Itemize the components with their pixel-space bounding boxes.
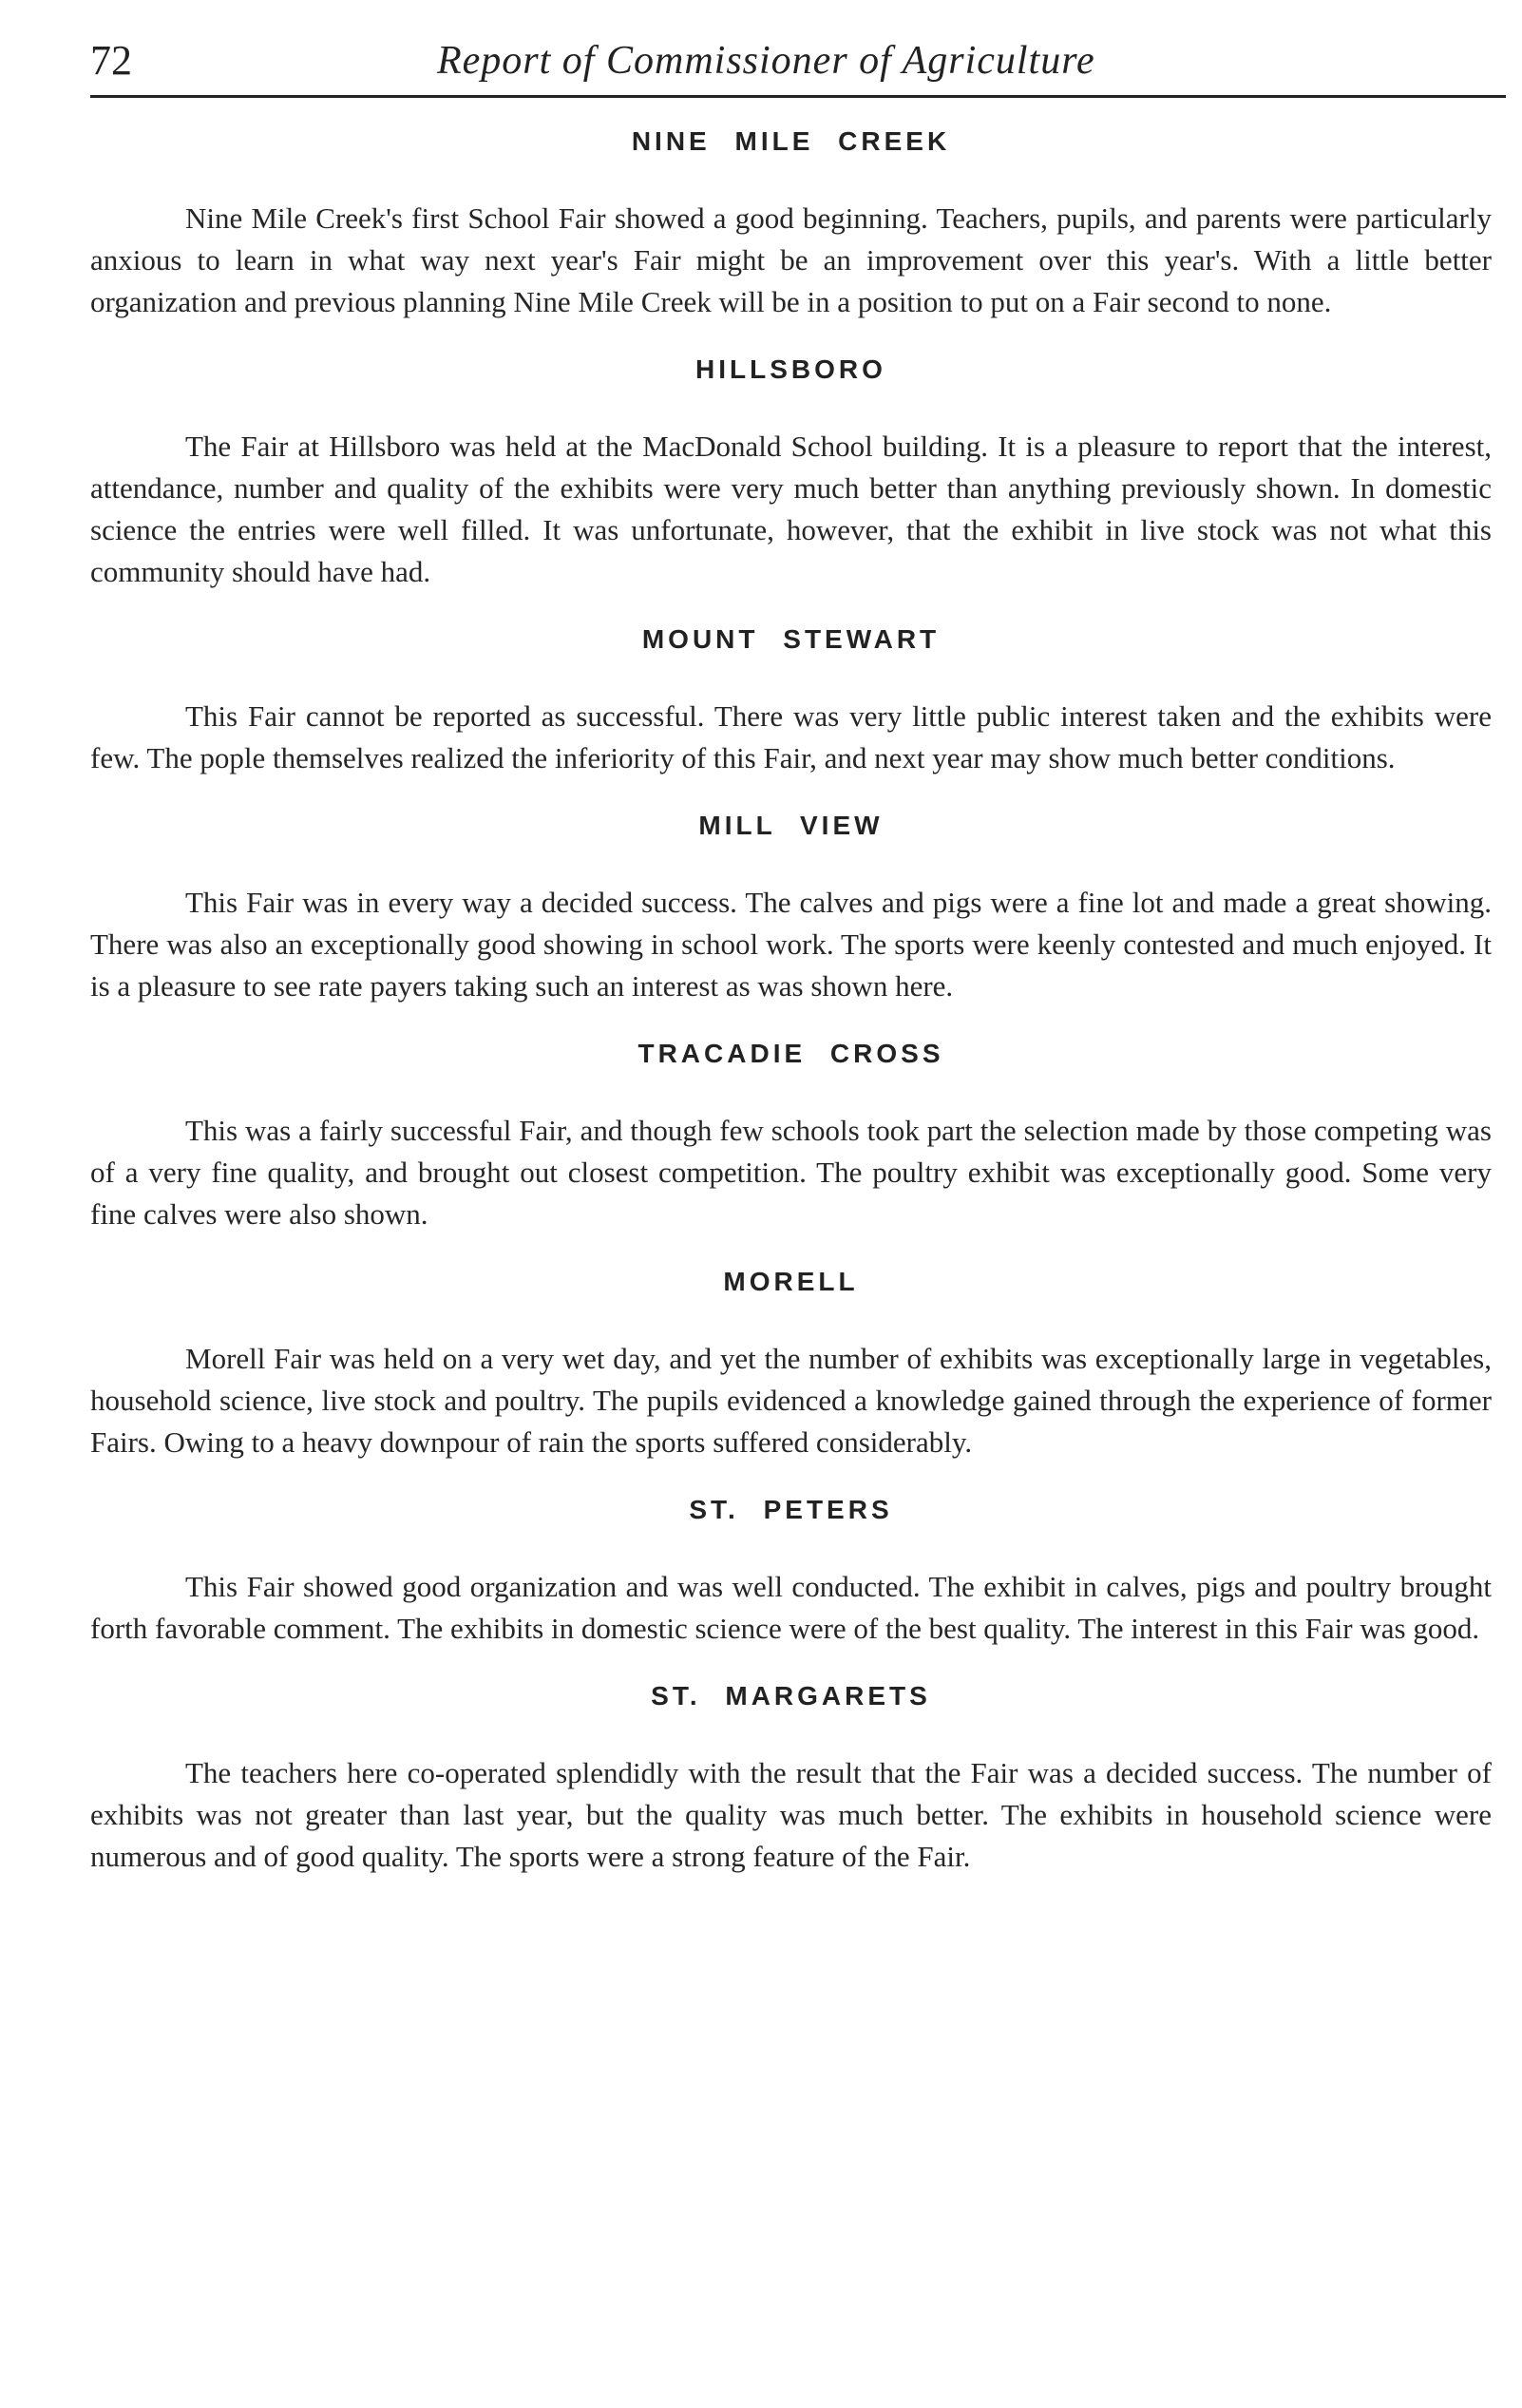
section-body: Morell Fair was held on a very wet day, and yet the number of exhibits was exceptionally large in vegetables, household science, live stock and poultry. The pupils evidenced a knowledge gained through the experience of former Fairs. Owing to a heavy downpour of rain the sports suffered considerably.: [90, 1342, 1492, 1459]
section-mount-stewart: [90, 621, 1492, 779]
section-st-margarets: [90, 1678, 1492, 1878]
section-heading: ST. MARGARETS: [651, 1681, 931, 1710]
page-number: 72: [90, 37, 132, 84]
section-heading: ST. PETERS: [689, 1495, 893, 1524]
running-head: [90, 29, 1506, 105]
running-title: Report of Commissioner of Agriculture: [437, 39, 1095, 83]
header-rule: [90, 95, 1506, 98]
section-heading: MILL VIEW: [698, 811, 884, 840]
section-st-peters: [90, 1492, 1492, 1650]
section-body: The teachers here co-operated splendidly with the result that the Fair was a decided success. The number of exhibits was not greater than last year, but the quality was much better. The exhibits in household science were numerous and of good quality. The sports were a strong feature of the Fair.: [90, 1756, 1492, 1873]
section-body: Nine Mile Creek's first School Fair showed a good beginning. Teachers, pupils, and parents were particularly anxious to learn in what way next year's Fair might be an improvement over this year's. With a little better organization and previous planning Nine Mile Creek will be in a position to put on a Fair second to none.: [90, 201, 1492, 318]
section-hillsboro: [90, 352, 1492, 593]
section-morell: [90, 1264, 1492, 1463]
section-body: This Fair was in every way a decided success. The calves and pigs were a fine lot and made a great showing. There was also an exceptionally good showing in school work. The sports were keenly contested and much enjoyed. It is a pleasure to see rate payers taking such an interest as was shown here.: [90, 886, 1492, 1003]
section-nine-mile-creek: [90, 124, 1492, 323]
section-heading: NINE MILE CREEK: [631, 126, 951, 156]
section-body: This Fair cannot be reported as successful. There was very little public interest taken and the exhibits were few. The pople themselves realized the inferiority of this Fair, and next year may show much better conditions.: [90, 699, 1492, 774]
section-heading: MORELL: [723, 1267, 859, 1296]
section-tracadie-cross: [90, 1036, 1492, 1235]
section-heading: TRACADIE CROSS: [637, 1039, 944, 1068]
section-heading: MOUNT STEWART: [641, 624, 941, 654]
section-heading: HILLSBORO: [695, 354, 886, 384]
section-body: This Fair showed good organization and was well conducted. The exhibit in calves, pigs and poultry brought forth favorable comment. The exhibits in domestic science were of the best quality. The interest in this Fair was good.: [90, 1570, 1492, 1645]
section-body: This was a fairly successful Fair, and though few schools took part the selection made by those competing was of a very fine quality, and brought out closest competition. The poultry exhibit was exceptionally good. Some very fine calves were also shown.: [90, 1114, 1492, 1231]
section-body: The Fair at Hillsboro was held at the MacDonald School building. It is a pleasure to report that the interest, attendance, number and quality of the exhibits were very much better than anything previously shown. In domestic science the entries were well filled. It was unfortunate, however, that the exhibit in live stock was not what this community should have had.: [90, 430, 1492, 588]
section-mill-view: [90, 808, 1492, 1007]
report-sections: [90, 124, 1492, 1906]
